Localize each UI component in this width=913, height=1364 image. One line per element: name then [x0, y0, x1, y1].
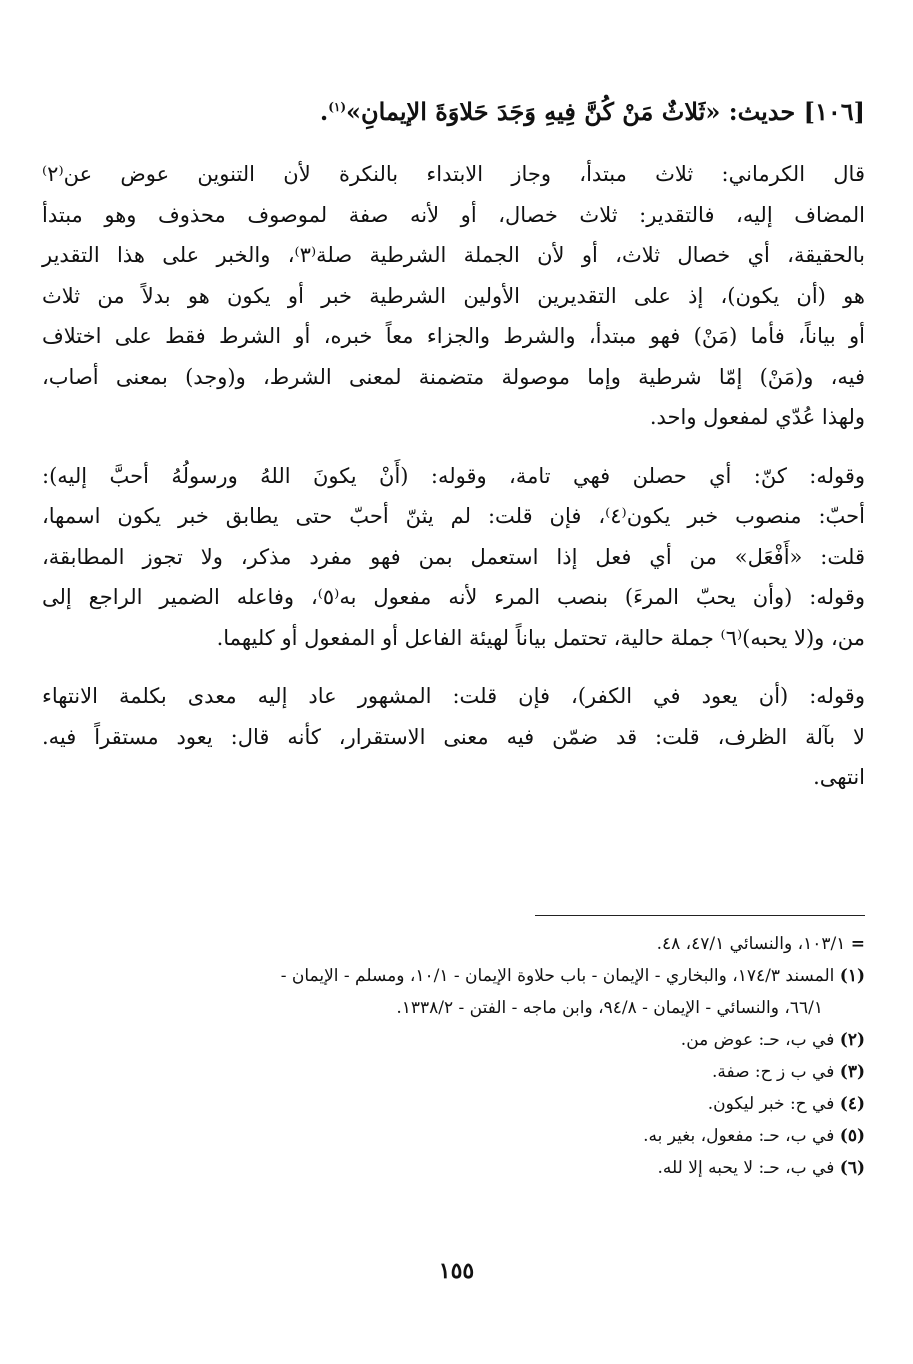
text-line: قال الكرماني: ثلاث مبتدأ، وجاز الابتداء بالنكرة لأن التنوين عوض عن⁽٢⁾	[42, 162, 865, 186]
text-line: المضاف إليه، فالتقدير: ثلاث خصال، أو لأنه صفة لموصوف محذوف وهو مبتدأ	[42, 202, 865, 227]
paragraph-3	[42, 676, 865, 798]
text-line: قلت: «أَفْعَل» من أي فعل إذا استعمل بمن فهو مفرد مذكر، ولا تجوز المطابقة،	[42, 544, 865, 569]
footnote-3: (٣) في ب ز ح: صفة.	[711, 1062, 865, 1082]
heading-end: .	[319, 97, 329, 126]
paragraph-2	[42, 456, 865, 659]
footnote-1: (١) المسند ١٧٤/٣، والبخاري - الإيمان - باب حلاوة الإيمان - ١٠/١، ومسلم - الإيمان -	[280, 966, 865, 986]
page-number: ١٥٥	[438, 1258, 475, 1284]
text-line: بالحقيقة، أي خصال ثلاث، أو لأن الجملة الشرطية صلة⁽٣⁾، والخبر على هذا التقدير	[42, 243, 866, 267]
text-line: وقوله: (وأن يحبّ المرءَ) بنصب المرء لأنه مفعول به⁽٥⁾، وفاعله الضمير الراجع إلى	[42, 585, 866, 609]
text-line: من، و(لا يحبه)⁽٦⁾ جملة حالية، تحتمل بياناً لهيئة الفاعل أو المفعول أو كليهما.	[216, 625, 865, 650]
footnote-1-cont: ٦٦/١، والنسائي - الإيمان - ٩٤/٨، وابن ماجه - الفتن - ١٣٣٨/٢.	[396, 998, 823, 1018]
paragraph-1	[42, 154, 865, 438]
footnote-5: (٥) في ب، حـ: مفعول، بغير به.	[643, 1126, 865, 1146]
footnotes	[42, 928, 865, 1184]
footnote-4: (٤) في ح: خبر ليكون.	[707, 1094, 865, 1114]
hadith-prefix: حديث:	[728, 97, 796, 126]
text-line: انتهى.	[813, 765, 865, 789]
main-text	[42, 92, 865, 816]
footnote-2: (٢) في ب، حـ: عوض من.	[680, 1030, 865, 1050]
footnote-divider	[535, 915, 865, 916]
footnote-6: (٦) في ب، حـ: لا يحبه إلا لله.	[657, 1158, 865, 1178]
footnote-ref-1: (١)	[328, 100, 347, 114]
footnote-continuation: = ١٠٣/١، والنسائي ٤٧/١، ٤٨.	[656, 934, 865, 954]
text-line: أحبّ: منصوب خبر يكون⁽٤⁾، فإن قلت: لم يثنّ أحبّ حتى يطابق خبر يكون اسمها،	[42, 504, 865, 528]
hadith-quote: «ثَلاثٌ مَنْ كُنَّ فِيهِ وَجَدَ حَلاوَةَ الإيمانِ»	[346, 97, 721, 126]
text-line: ولهذا عُدّي لمفعول واحد.	[649, 405, 865, 429]
text-line: أو بياناً، فأما (مَنْ) فهو مبتدأ، والشرط والجزاء معاً خبره، أو الشرط فقط على اختلاف	[42, 324, 865, 348]
text-line: وقوله: (أن يعود في الكفر)، فإن قلت: المشهور عاد إليه معدى بكلمة الانتهاء	[42, 684, 865, 708]
text-line: فيه، و(مَنْ) إمّا شرطية وإما موصولة متضمنة لمعنى الشرط، و(وجد) بمعنى أصاب،	[42, 364, 865, 389]
text-line: هو (أن يكون)، إذ على التقديرين الأولين الشرطية خبر أو يكون هو بدلاً من ثلاث	[42, 283, 865, 308]
hadith-heading	[42, 92, 865, 132]
hadith-number: [١٠٦]	[803, 97, 865, 126]
text-line: وقوله: كنّ: أي حصلن فهي تامة، وقوله: (أَنْ يكونَ اللهُ ورسولُهُ أحبَّ إليه):	[42, 463, 865, 488]
text-line: لا بآلة الظرف، قلت: قد ضمّن فيه معنى الاستقرار، كأنه قال: يعود مستقراً فيه.	[42, 724, 865, 749]
